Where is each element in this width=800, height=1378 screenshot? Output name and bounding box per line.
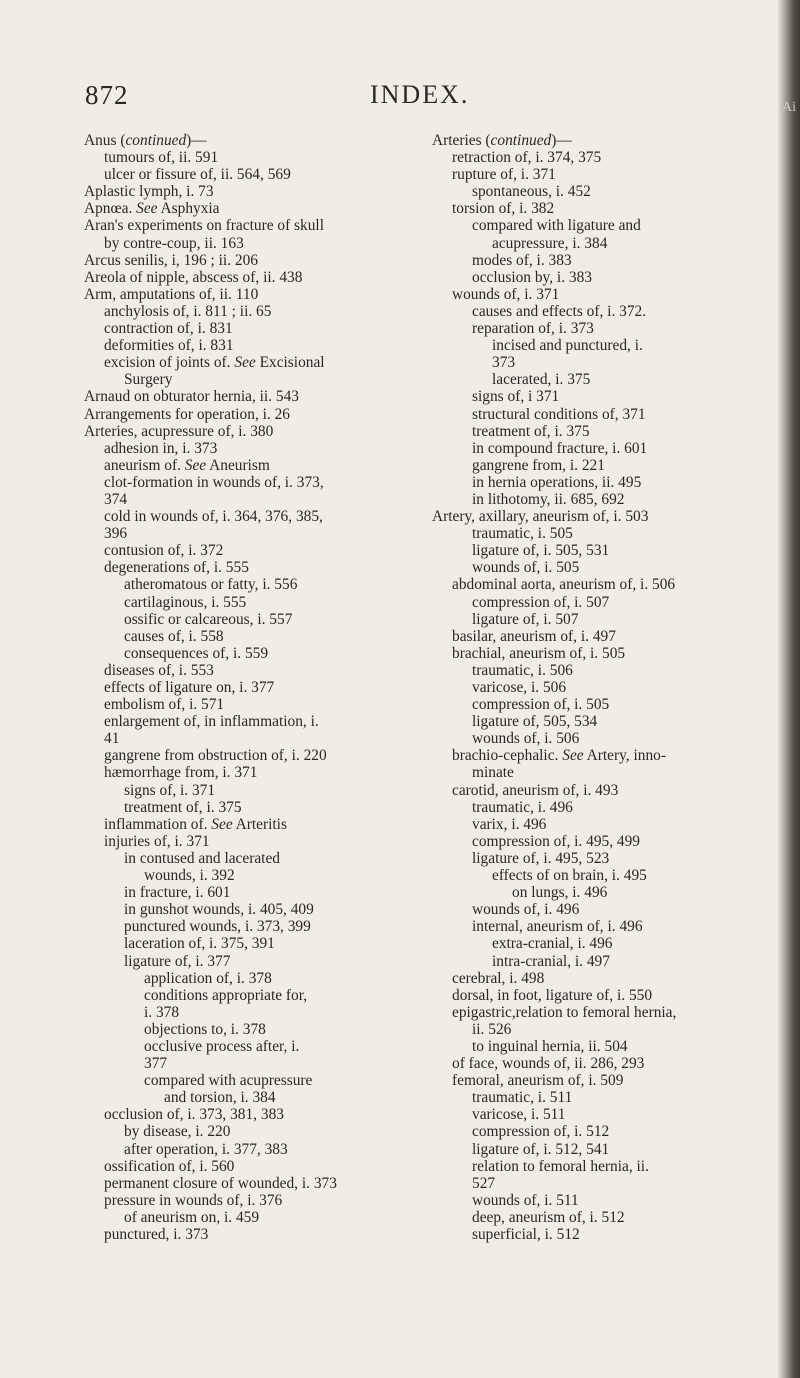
index-entry: inflammation of. See Arteritis: [104, 815, 287, 833]
index-entry: reparation of, i. 373: [472, 320, 594, 338]
index-entry: 527: [472, 1174, 496, 1192]
index-entry: Arcus senilis, i, 196 ; ii. 206: [84, 251, 258, 269]
index-entry: treatment of, i. 375: [472, 422, 590, 440]
index-entry: wounds, i. 392: [144, 867, 235, 885]
running-title: INDEX.: [370, 80, 470, 109]
index-entry: intra-cranial, i. 497: [492, 952, 610, 970]
index-entry: acupressure, i. 384: [492, 234, 608, 252]
index-column-left: [84, 132, 440, 1243]
index-entry: wounds of, i. 511: [472, 1191, 579, 1209]
index-entry: superficial, i. 512: [472, 1226, 580, 1243]
index-entry: compared with ligature and: [472, 217, 641, 235]
index-entry: brachial, aneurism of, i. 505: [452, 644, 626, 662]
index-entry: dorsal, in foot, ligature of, i. 550: [452, 986, 653, 1004]
index-entry: wounds of, i. 371: [452, 285, 560, 303]
index-entry: in compound fracture, i. 601: [472, 439, 648, 457]
index-entry: Aran's experiments on fracture of skull: [84, 217, 324, 235]
index-entry: treatment of, i. 375: [124, 798, 242, 816]
index-entry: on lungs, i. 496: [512, 884, 608, 902]
index-entry: deformities of, i. 831: [104, 337, 234, 355]
index-entry: varicose, i. 506: [472, 679, 567, 696]
index-entry: by contre-coup, ii. 163: [104, 234, 244, 252]
index-entry: permanent closure of wounded, i. 373: [104, 1174, 337, 1192]
index-entry: Arrangements for operation, i. 26: [84, 405, 290, 423]
index-entry: lacerated, i. 375: [492, 371, 591, 389]
index-entry: compression of, i. 495, 499: [472, 832, 640, 850]
index-entry: contusion of, i. 372: [104, 542, 224, 560]
index-entry: occlusive process after, i.: [144, 1037, 300, 1055]
index-entry: occlusion of, i. 373, 381, 383: [104, 1106, 284, 1124]
index-entry: cerebral, i. 498: [452, 969, 545, 987]
index-entry: carotid, aneurism of, i. 493: [452, 781, 619, 799]
index-entry: in hernia operations, ii. 495: [472, 473, 642, 491]
index-entry: enlargement of, in inflammation, i.: [104, 713, 319, 731]
index-entry: diseases of, i. 553: [104, 661, 214, 679]
index-entry: varicose, i. 511: [472, 1106, 566, 1124]
index-entry: atheromatous or fatty, i. 556: [124, 576, 298, 594]
index-entry: 396: [104, 525, 128, 543]
index-entry: ligature of, i. 495, 523: [472, 849, 610, 867]
index-entry: rupture of, i. 371: [452, 166, 556, 184]
index-entry: traumatic, i. 511: [472, 1089, 573, 1107]
index-entry: degenerations of, i. 555: [104, 559, 249, 577]
index-entry: Apnœa. See Asphyxia: [84, 200, 220, 218]
index-entry: traumatic, i. 505: [472, 525, 573, 543]
index-entry: pressure in wounds of, i. 376: [104, 1191, 283, 1209]
index-entry: adhesion in, i. 373: [104, 439, 218, 457]
index-entry: application of, i. 378: [144, 969, 272, 987]
index-entry: varix, i. 496: [472, 815, 547, 833]
index-entry: ligature of, i. 512, 541: [472, 1140, 610, 1158]
index-entry: of face, wounds of, ii. 286, 293: [452, 1055, 645, 1073]
index-entry: compression of, i. 505: [472, 696, 610, 714]
index-entry: ossification of, i. 560: [104, 1157, 235, 1175]
index-entry: Arteries (continued)—: [432, 132, 572, 149]
index-entry: ii. 526: [472, 1020, 512, 1038]
index-entry: Artery, axillary, aneurism of, i. 503: [432, 508, 649, 526]
index-entry: ossific or calcareous, i. 557: [124, 610, 293, 628]
index-entry: laceration of, i. 375, 391: [124, 935, 275, 953]
index-entry: signs of, i. 371: [124, 781, 216, 799]
index-entry: abdominal aorta, aneurism of, i. 506: [452, 576, 676, 594]
index-entry: consequences of, i. 559: [124, 644, 269, 662]
index-entry: ligature of, i. 377: [124, 952, 231, 970]
index-entry: in contused and lacerated: [124, 849, 280, 867]
index-entry: torsion of, i. 382: [452, 200, 555, 218]
index-entry: wounds of, i. 496: [472, 901, 580, 919]
index-entry: cold in wounds of, i. 364, 376, 385,: [104, 508, 323, 526]
index-entry: cartilaginous, i. 555: [124, 593, 247, 611]
index-entry: effects of ligature on, i. 377: [104, 679, 275, 696]
page-number: 872: [85, 80, 129, 110]
index-entry: Surgery: [124, 371, 173, 389]
index-entry: Anus (continued)—: [84, 132, 207, 149]
index-entry: ulcer or fissure of, ii. 564, 569: [104, 166, 291, 184]
index-entry: signs of, i 371: [472, 388, 560, 406]
index-entry: excision of joints of. See Excisional: [104, 354, 325, 372]
index-entry: Arteries, acupressure of, i. 380: [84, 422, 274, 440]
index-entry: minate: [472, 764, 514, 782]
index-entry: clot-formation in wounds of, i. 373,: [104, 473, 324, 491]
index-entry: after operation, i. 377, 383: [124, 1140, 288, 1158]
index-entry: retraction of, i. 374, 375: [452, 149, 602, 167]
index-entry: in lithotomy, ii. 685, 692: [472, 490, 625, 508]
index-entry: brachio-cephalic. See Artery, inno-: [452, 747, 666, 765]
gutter-text: Ai: [782, 100, 796, 115]
index-entry: embolism of, i. 571: [104, 696, 225, 714]
index-entry: compression of, i. 507: [472, 593, 610, 611]
index-entry: causes and effects of, i. 372.: [472, 302, 647, 320]
index-entry: gangrene from obstruction of, i. 220: [104, 747, 327, 765]
index-entry: by disease, i. 220: [124, 1123, 231, 1141]
index-entry: modes of, i. 383: [472, 251, 572, 269]
index-entry: incised and punctured, i.: [492, 337, 643, 355]
index-entry: occlusion by, i. 383: [472, 268, 592, 286]
index-entry: 377: [144, 1055, 168, 1073]
index-entry: injuries of, i. 371: [104, 832, 210, 850]
index-entry: of aneurism on, i. 459: [124, 1208, 260, 1226]
index-entry: basilar, aneurism of, i. 497: [452, 627, 616, 645]
index-entry: ligature of, i. 505, 531: [472, 542, 610, 560]
index-entry: epigastric,relation to femoral hernia,: [452, 1003, 677, 1021]
index-entry: gangrene from, i. 221: [472, 456, 605, 474]
index-entry: anchylosis of, i. 811 ; ii. 65: [104, 302, 272, 320]
index-entry: 374: [104, 490, 128, 508]
index-entry: hæmorrhage from, i. 371: [104, 764, 258, 782]
index-entry: punctured, i. 373: [104, 1226, 209, 1243]
index-entry: objections to, i. 378: [144, 1020, 266, 1038]
index-entry: Arnaud on obturator hernia, ii. 543: [84, 388, 299, 406]
index-entry: Arm, amputations of, ii. 110: [84, 285, 259, 303]
index-entry: in fracture, i. 601: [124, 884, 231, 902]
index-entry: wounds of, i. 505: [472, 559, 580, 577]
index-entry: Areola of nipple, abscess of, ii. 438: [84, 268, 303, 286]
index-entry: ligature of, i. 507: [472, 610, 579, 628]
index-entry: structural conditions of, 371: [472, 405, 646, 423]
index-entry: compression of, i. 512: [472, 1123, 610, 1141]
index-column-right: [432, 132, 780, 1243]
index-entry: internal, aneurism of, i. 496: [472, 918, 643, 936]
index-entry: in gunshot wounds, i. 405, 409: [124, 901, 314, 919]
index-entry: ligature of, 505, 534: [472, 713, 598, 731]
index-entry: effects of on brain, i. 495: [492, 867, 647, 885]
index-entry: wounds of, i. 506: [472, 730, 580, 748]
book-binding-gutter: [778, 0, 800, 1378]
index-entry: aneurism of. See Aneurism: [104, 456, 270, 474]
index-entry: traumatic, i. 496: [472, 798, 573, 816]
index-entry: extra-cranial, i. 496: [492, 935, 613, 953]
index-entry: 373: [492, 354, 516, 372]
index-entry: causes of, i. 558: [124, 627, 224, 645]
index-entry: i. 378: [144, 1003, 180, 1021]
index-entry: 41: [104, 730, 120, 748]
index-entry: compared with acupressure: [144, 1072, 313, 1090]
index-entry: and torsion, i. 384: [164, 1089, 276, 1107]
index-entry: traumatic, i. 506: [472, 661, 573, 679]
index-entry: spontaneous, i. 452: [472, 183, 591, 201]
index-entry: femoral, aneurism of, i. 509: [452, 1072, 624, 1090]
index-entry: contraction of, i. 831: [104, 320, 233, 338]
index-entry: punctured wounds, i. 373, 399: [124, 918, 311, 936]
index-entry: conditions appropriate for,: [144, 986, 308, 1004]
index-entry: Aplastic lymph, i. 73: [84, 183, 214, 201]
index-entry: deep, aneurism of, i. 512: [472, 1208, 625, 1226]
index-entry: relation to femoral hernia, ii.: [472, 1157, 649, 1175]
index-entry: to inguinal hernia, ii. 504: [472, 1037, 628, 1055]
index-entry: tumours of, ii. 591: [104, 149, 219, 167]
